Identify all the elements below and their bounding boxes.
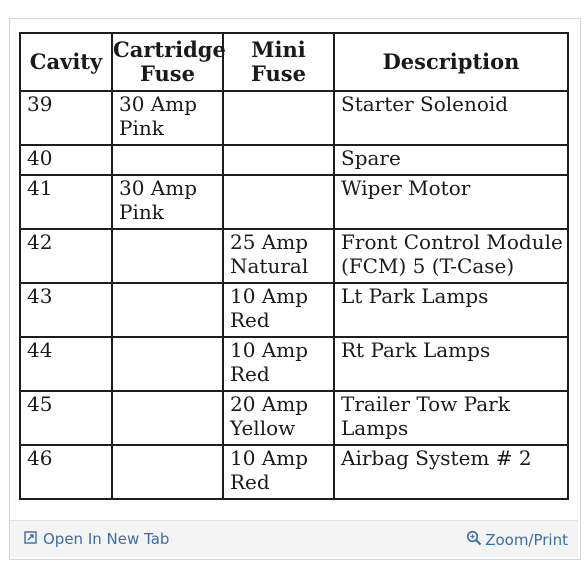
cell-cartridge-fuse xyxy=(112,229,223,283)
header-description: Description xyxy=(334,33,568,91)
cell-mini-fuse: 25 Amp Natural xyxy=(223,229,334,283)
cell-cartridge-fuse xyxy=(112,145,223,175)
cell-description: Spare xyxy=(334,145,568,175)
cell-mini-fuse: 10 Amp Red xyxy=(223,283,334,337)
table-row xyxy=(20,391,568,445)
cell-cartridge-fuse: 30 Amp Pink xyxy=(112,91,223,145)
header-cartridge-fuse: Cartridge Fuse xyxy=(112,33,223,91)
zoom-print-link[interactable] xyxy=(466,530,568,550)
table-row xyxy=(20,445,568,499)
fuse-table xyxy=(19,32,569,500)
cell-cartridge-fuse: 30 Amp Pink xyxy=(112,175,223,229)
cell-cavity: 41 xyxy=(20,175,112,229)
cell-description: Airbag System # 2 xyxy=(334,445,568,499)
image-footer-bar xyxy=(10,520,578,557)
magnifier-icon xyxy=(466,530,482,550)
table-row xyxy=(20,91,568,145)
cell-description: Lt Park Lamps xyxy=(334,283,568,337)
cell-cavity: 46 xyxy=(20,445,112,499)
open-in-new-tab-link[interactable] xyxy=(24,530,169,548)
table-row xyxy=(20,145,568,175)
cell-cartridge-fuse xyxy=(112,283,223,337)
cell-description: Trailer Tow Park Lamps xyxy=(334,391,568,445)
cell-cavity: 45 xyxy=(20,391,112,445)
cell-mini-fuse xyxy=(223,91,334,145)
cell-mini-fuse: 10 Amp Red xyxy=(223,445,334,499)
open-in-new-tab-label: Open In New Tab xyxy=(43,530,170,548)
cell-description: Wiper Motor xyxy=(334,175,568,229)
cell-cavity: 44 xyxy=(20,337,112,391)
cell-cavity: 40 xyxy=(20,145,112,175)
open-in-new-tab-icon xyxy=(24,530,37,548)
cell-cavity: 43 xyxy=(20,283,112,337)
table-row xyxy=(20,175,568,229)
header-mini-fuse: Mini Fuse xyxy=(223,33,334,91)
cell-cavity: 39 xyxy=(20,91,112,145)
zoom-print-label: Zoom/Print xyxy=(485,531,568,549)
cell-mini-fuse xyxy=(223,175,334,229)
cell-description: Rt Park Lamps xyxy=(334,337,568,391)
table-body xyxy=(20,91,568,499)
table-row xyxy=(20,337,568,391)
cell-cartridge-fuse xyxy=(112,445,223,499)
cell-description: Front Control Module (FCM) 5 (T-Case) xyxy=(334,229,568,283)
table-row xyxy=(20,283,568,337)
table-row xyxy=(20,229,568,283)
cell-mini-fuse: 10 Amp Red xyxy=(223,337,334,391)
header-cavity: Cavity xyxy=(20,33,112,91)
table-header-row xyxy=(20,33,568,91)
cell-cavity: 42 xyxy=(20,229,112,283)
cell-mini-fuse xyxy=(223,145,334,175)
cell-mini-fuse: 20 Amp Yellow xyxy=(223,391,334,445)
cell-cartridge-fuse xyxy=(112,391,223,445)
cell-cartridge-fuse xyxy=(112,337,223,391)
cell-description: Starter Solenoid xyxy=(334,91,568,145)
